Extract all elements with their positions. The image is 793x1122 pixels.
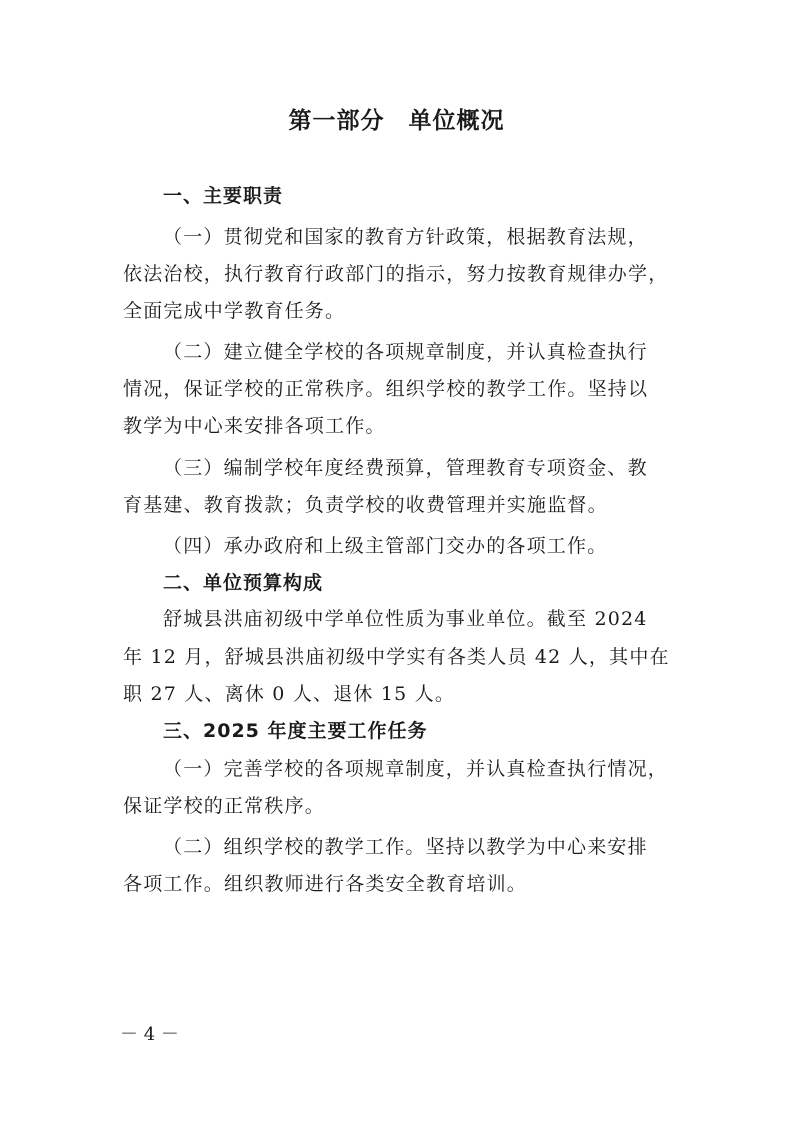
duty-2-line-1: （二）建立健全学校的各项规章制度，并认真检查执行: [163, 341, 648, 363]
task-2-line-2: 各项工作。组织教师进行各类安全教育培训。: [123, 873, 528, 895]
duty-1-line-1: （一）贯彻党和国家的教育方针政策，根据教育法规，: [163, 226, 648, 248]
duty-1-line-3: 全面完成中学教育任务。: [123, 300, 346, 322]
section-heading-budget-composition: 二、单位预算构成: [163, 572, 324, 594]
page-title: 第一部分 单位概况: [288, 108, 505, 134]
task-2-line-1: （二）组织学校的教学工作。坚持以教学为中心来安排: [163, 836, 648, 858]
section-heading-2025-tasks: 三、2025 年度主要工作任务: [163, 720, 428, 742]
duty-3-line-2: 育基建、教育拨款；负责学校的收费管理并实施监督。: [123, 494, 608, 516]
budget-line-2: 年 12 月，舒城县洪庙初级中学实有各类人员 42 人，其中在: [123, 646, 670, 668]
section-heading-main-duties: 一、主要职责: [163, 185, 284, 207]
task-1-line-2: 保证学校的正常秩序。: [123, 795, 326, 817]
duty-4-line-1: （四）承办政府和上级主管部门交办的各项工作。: [163, 535, 608, 557]
budget-line-1: 舒城县洪庙初级中学单位性质为事业单位。截至 2024: [163, 608, 648, 630]
duty-3-line-1: （三）编制学校年度经费预算，管理教育专项资金、教: [163, 457, 648, 479]
duty-1-line-2: 依法治校，执行教育行政部门的指示，努力按教育规律办学，: [123, 263, 669, 285]
budget-line-3: 职 27 人、离休 0 人、退休 15 人。: [123, 683, 456, 705]
duty-2-line-2: 情况，保证学校的正常秩序。组织学校的教学工作。坚持以: [123, 378, 649, 400]
duty-2-line-3: 教学为中心来安排各项工作。: [123, 415, 386, 437]
task-1-line-1: （一）完善学校的各项规章制度，并认真检查执行情况，: [163, 758, 669, 780]
page-number: － 4 －: [120, 1024, 179, 1045]
